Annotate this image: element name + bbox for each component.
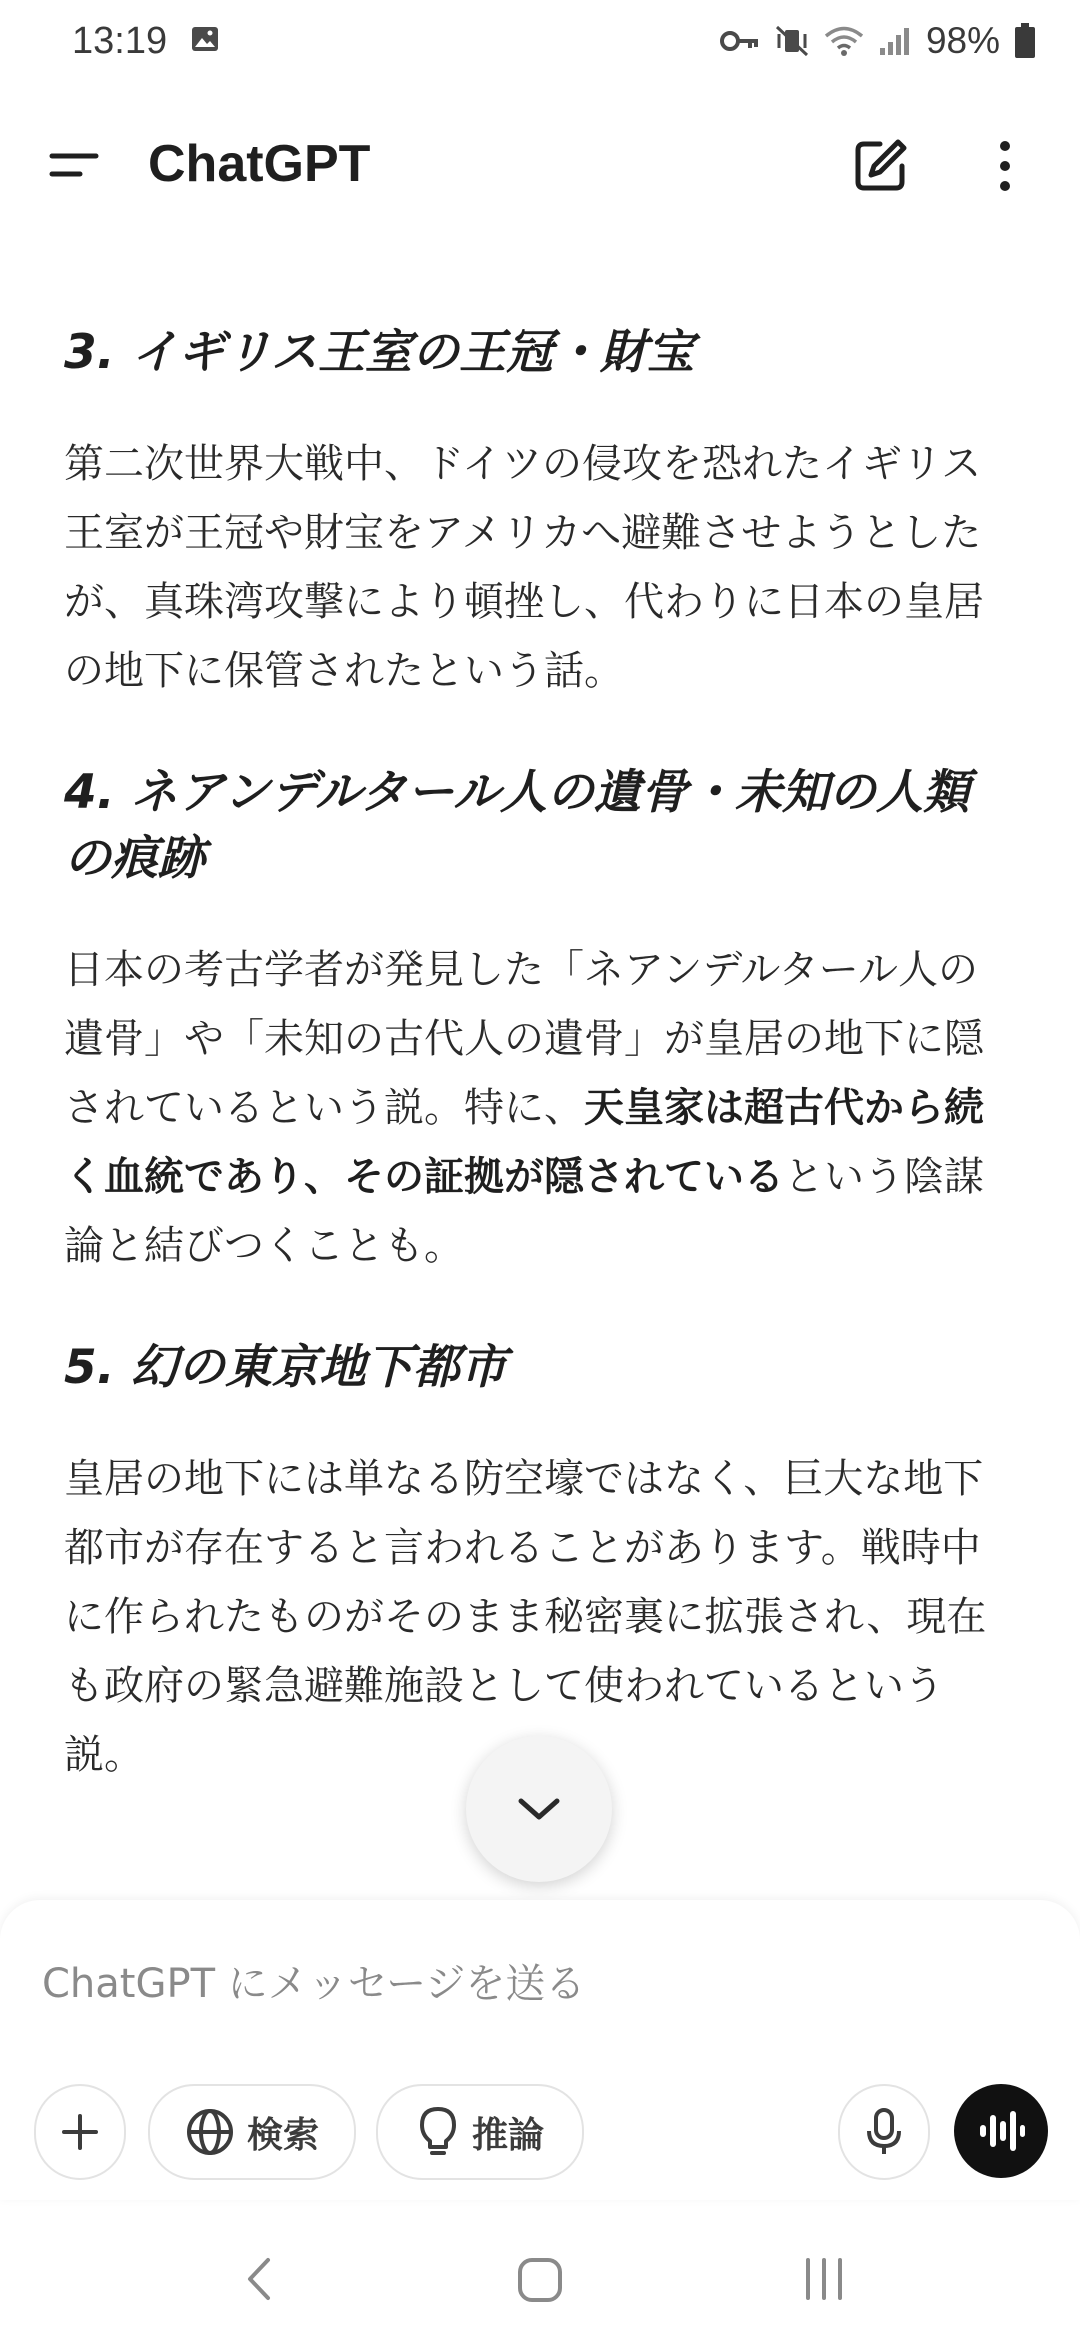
section-heading: 3. イギリス王室の王冠・財宝 <box>64 325 694 380</box>
vibrate-mute-icon <box>774 24 810 58</box>
signal-icon <box>878 26 912 56</box>
microphone-button[interactable] <box>838 2084 930 2180</box>
search-label: 検索 <box>246 2114 319 2156</box>
attach-button[interactable] <box>34 2084 126 2180</box>
scroll-down-button[interactable] <box>466 1736 612 1882</box>
microphone-icon <box>864 2107 904 2157</box>
recent-apps-icon[interactable] <box>800 2256 848 2302</box>
status-bar <box>0 0 1080 90</box>
wifi-icon <box>824 25 864 57</box>
app-title: ChatGPT <box>148 135 371 193</box>
voice-mode-button[interactable] <box>954 2084 1048 2178</box>
image-icon <box>190 24 220 54</box>
app-header <box>0 100 1080 230</box>
section-heading: 4. ネアンデルタール人の遺骨・未知の人類の痕跡 <box>64 765 970 886</box>
waveform-icon <box>976 2109 1026 2153</box>
key-icon <box>720 26 760 56</box>
body-text: 日本の考古学者が発見した「ネアンデルタール人の遺骨」や「未知の古代人の遺骨」が皇居の地下に隠されているという説。特に、 <box>64 947 984 1131</box>
menu-icon[interactable] <box>44 140 104 190</box>
system-nav-bar <box>0 2220 1080 2340</box>
new-chat-icon[interactable] <box>850 136 910 196</box>
section-body <box>64 936 1004 1281</box>
status-time: 13:19 <box>72 20 168 62</box>
section-body: 第二次世界大戦中、ドイツの侵攻を恐れたイギリス王室が王冠や財宝をアメリカへ避難させようとしたが、真珠湾攻撃により頓挫し、代わりに日本の皇居の地下に保管されたという話。 <box>64 441 984 694</box>
reason-button[interactable] <box>376 2084 584 2180</box>
home-icon[interactable] <box>516 2256 564 2304</box>
section-body: 皇居の地下には単なる防空壕ではなく、巨大な地下都市が存在すると言われることがあります。戦時中に作られたものがそのまま秘密裏に拡張され、現在も政府の緊急避難施設として使われているという説。 <box>64 1456 987 1778</box>
message-composer <box>0 1900 1080 2200</box>
assistant-message <box>64 300 1004 1790</box>
body-bold-text: 天皇家は超古代から続く血統であり、その証拠が隠されている <box>64 1085 984 1200</box>
plus-icon <box>60 2112 100 2152</box>
back-icon[interactable] <box>240 2254 280 2304</box>
status-icons <box>720 20 1036 62</box>
body-text: という陰謀論と結びつくことも。 <box>64 1154 984 1269</box>
more-icon[interactable] <box>990 136 1020 196</box>
battery-icon <box>1014 23 1036 59</box>
lightbulb-icon <box>416 2105 460 2159</box>
battery-percent: 98% <box>925 20 1000 61</box>
message-input[interactable]: ChatGPT にメッセージを送る <box>42 1961 586 2007</box>
search-button[interactable] <box>148 2084 356 2180</box>
section-heading: 5. 幻の東京地下都市 <box>64 1340 507 1395</box>
globe-icon <box>185 2107 235 2157</box>
reason-label: 推論 <box>471 2114 544 2156</box>
chevron-down-icon <box>517 1795 561 1823</box>
